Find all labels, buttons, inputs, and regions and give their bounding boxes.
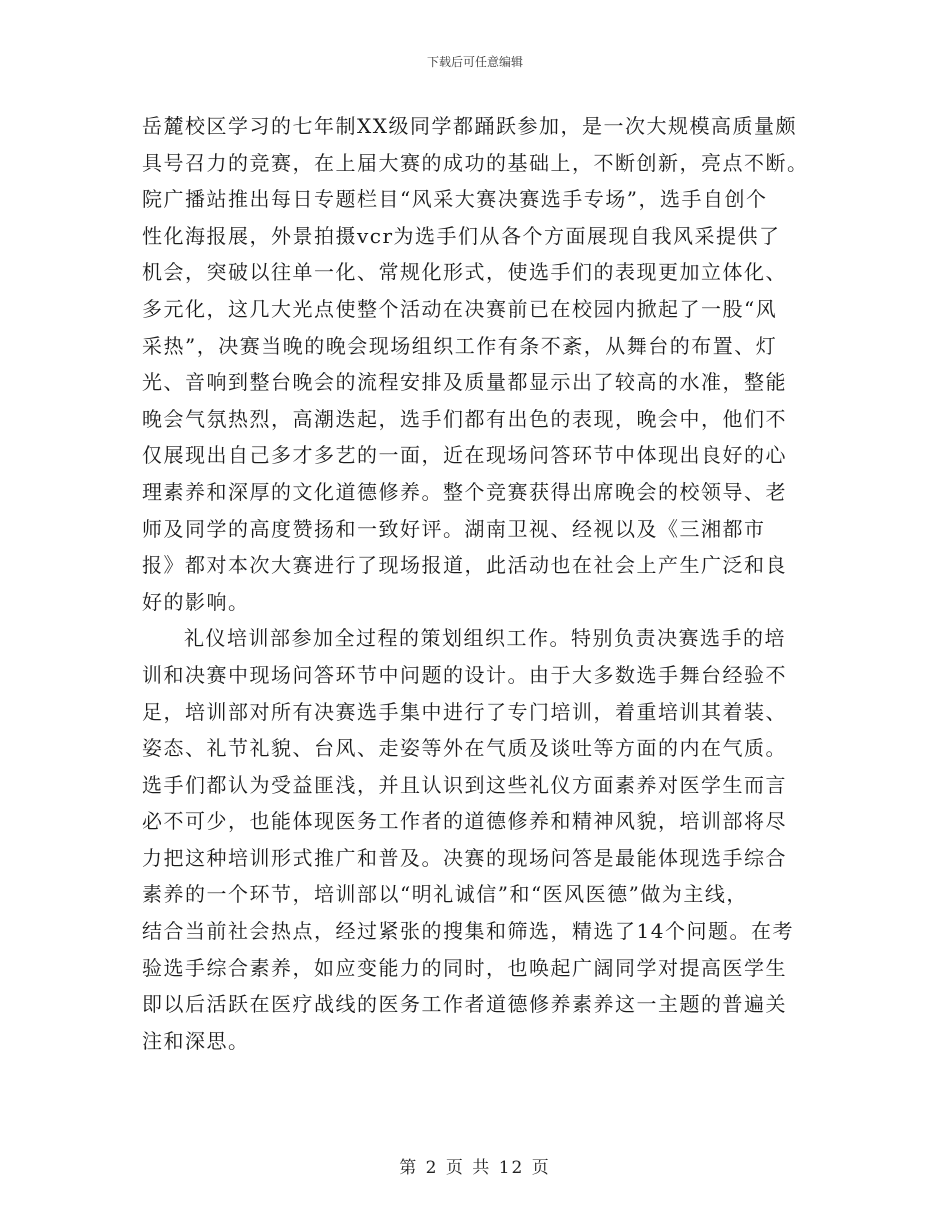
text-line: 好的影响。	[142, 589, 250, 614]
text-line: 力把这种培训形式推广和普及。决赛的现场问答是最能体现选手综合	[142, 845, 787, 870]
document-body	[142, 108, 810, 1059]
text-line: 光、音响到整台晚会的流程安排及质量都显示出了较高的水准，整能	[142, 370, 787, 395]
text-line: 素养的一个环节，培训部以“明礼诚信”和“医风医德”做为主线，	[142, 882, 748, 907]
text-line: 理素养和深厚的文化道德修养。整个竞赛获得出席晚会的校领导、老	[142, 479, 787, 504]
text-line: 晚会气氛热烈，高潮迭起，选手们都有出色的表现，晚会中，他们不	[142, 406, 787, 431]
text-line: 采热”，决赛当晚的晚会现场组织工作有条不紊，从舞台的布置、灯	[142, 333, 778, 358]
text-line: 即以后活跃在医疗战线的医务工作者道德修养素养这一主题的普遍关	[142, 992, 787, 1017]
page-header-note: 下载后可任意编辑	[426, 55, 523, 69]
page-number: 第 2 页 共 12 页	[399, 1158, 551, 1178]
text-line: 验选手综合素养，如应变能力的同时，也唤起广阔同学对提高医学生	[142, 955, 787, 980]
text-line: 必不可少，也能体现医务工作者的道德修养和精神风貌，培训部将尽	[142, 809, 787, 834]
text-line: 结合当前社会热点，经过紧张的搜集和筛选，精选了14个问题。在考	[142, 919, 794, 944]
text-line: 机会，突破以往单一化、常规化形式，使选手们的表现更加立体化、	[142, 260, 787, 285]
text-line: 师及同学的高度赞扬和一致好评。湖南卫视、经视以及《三湘都市	[142, 516, 766, 541]
text-line: 足，培训部对所有决赛选手集中进行了专门培训，着重培训其着装、	[142, 699, 787, 724]
text-line: 注和深思。	[142, 1028, 250, 1053]
text-line: 岳麓校区学习的七年制XX级同学都踊跃参加，是一次大规模高质量颇	[142, 114, 797, 138]
text-line: 具号召力的竞赛，在上届大赛的成功的基础上，不断创新，亮点不断。	[142, 150, 809, 175]
text-line: 报》都对本次大赛进行了现场报道，此活动也在社会上产生广泛和良	[142, 553, 787, 578]
text-line: 多元化，这几大光点使整个活动在决赛前已在校园内掀起了一股“风	[142, 296, 778, 321]
text-line: 院广播站推出每日专题栏目“风采大赛决赛选手专场”，选手自创个	[142, 187, 768, 212]
text-line: 礼仪培训部参加全过程的策划组织工作。特别负责决赛选手的培	[184, 626, 786, 651]
text-line: 选手们都认为受益匪浅，并且认识到这些礼仪方面素养对医学生而言	[142, 772, 787, 797]
text-line: 训和决赛中现场问答环节中问题的设计。由于大多数选手舞台经验不	[142, 662, 787, 687]
paragraph-2	[142, 620, 810, 1059]
text-line: 仅展现出自己多才多艺的一面，近在现场问答环节中体现出良好的心	[142, 443, 787, 468]
text-line: 性化海报展，外景拍摄vcr为选手们从各个方面展现自我风采提供了	[142, 223, 781, 248]
text-line: 姿态、礼节礼貌、台风、走姿等外在气质及谈吐等方面的内在气质。	[142, 736, 787, 761]
paragraph-1	[142, 108, 810, 620]
